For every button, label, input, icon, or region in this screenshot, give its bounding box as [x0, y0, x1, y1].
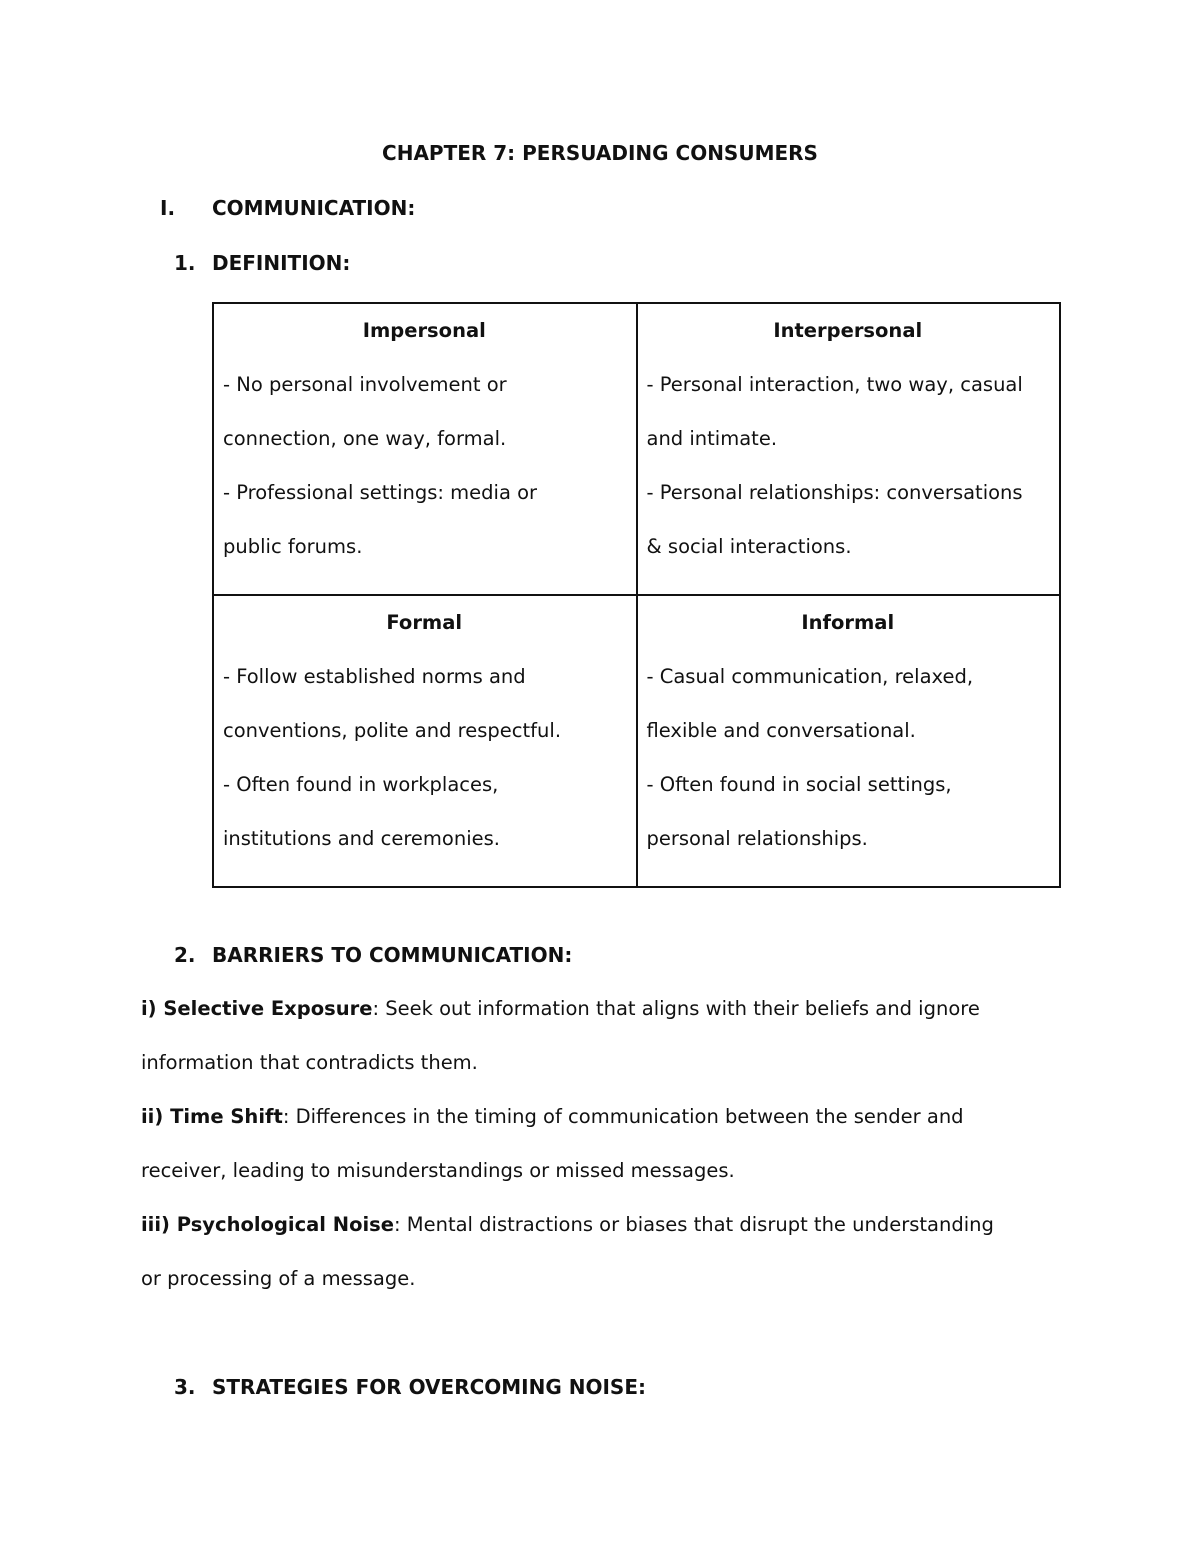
paragraph-line: information that contradicts them. — [141, 1051, 478, 1074]
section-number: I. — [160, 196, 176, 220]
barrier-term: ii) Time Shift — [141, 1105, 283, 1128]
paragraph-line — [141, 1198, 1061, 1252]
barrier-term: iii) Psychological Noise — [141, 1213, 395, 1236]
cell-line: - Professional settings: media or — [223, 481, 538, 504]
cell-line: personal relationships. — [646, 827, 868, 850]
cell-line: and intimate. — [646, 427, 778, 450]
cell-line: connection, one way, formal. — [223, 427, 507, 450]
cell-heading: Interpersonal — [773, 319, 923, 342]
cell-heading: Formal — [386, 611, 463, 634]
subsection-label: STRATEGIES FOR OVERCOMING NOISE: — [212, 1375, 646, 1399]
table-row — [213, 595, 1060, 887]
paragraph-line — [141, 982, 1061, 1036]
cell-impersonal — [213, 303, 637, 595]
cell-line: & social interactions. — [646, 535, 852, 558]
cell-heading: Impersonal — [362, 319, 486, 342]
paragraph-line: receiver, leading to misunderstandings or missed messages. — [141, 1159, 735, 1182]
cell-line: conventions, polite and respectful. — [223, 719, 562, 742]
subsection-number: 3. — [174, 1375, 196, 1399]
cell-line: - Follow established norms and — [223, 665, 526, 688]
barrier-psychological-noise — [141, 1198, 1061, 1306]
cell-informal — [637, 595, 1061, 887]
page-title: CHAPTER 7: PERSUADING CONSUMERS — [382, 141, 818, 165]
paragraph-line — [141, 1090, 1061, 1144]
subsection-label: DEFINITION: — [212, 251, 351, 275]
cell-line: - No personal involvement or — [223, 373, 507, 396]
subsection-number: 2. — [174, 943, 196, 967]
barrier-selective-exposure — [141, 982, 1061, 1090]
cell-line: public forums. — [223, 535, 363, 558]
cell-line: flexible and conversational. — [646, 719, 916, 742]
section-label: COMMUNICATION: — [212, 196, 416, 220]
subsection-number: 1. — [174, 251, 196, 275]
paragraph-line: or processing of a message. — [141, 1267, 416, 1290]
cell-interpersonal — [637, 303, 1061, 595]
cell-line: - Casual communication, relaxed, — [646, 665, 974, 688]
barrier-text: : Seek out information that aligns with their beliefs and ignore — [372, 997, 980, 1020]
cell-line: institutions and ceremonies. — [223, 827, 500, 850]
cell-line: - Often found in social settings, — [646, 773, 952, 796]
cell-line: - Often found in workplaces, — [223, 773, 499, 796]
cell-formal — [213, 595, 637, 887]
cell-heading: Informal — [801, 611, 895, 634]
barrier-time-shift — [141, 1090, 1061, 1198]
definition-table — [212, 302, 1061, 888]
barrier-term: i) Selective Exposure — [141, 997, 373, 1020]
barrier-text: : Mental distractions or biases that disrupt the understanding — [394, 1213, 994, 1236]
cell-line: - Personal relationships: conversations — [646, 481, 1023, 504]
subsection-label: BARRIERS TO COMMUNICATION: — [212, 943, 573, 967]
table-row — [213, 303, 1060, 595]
barrier-text: : Differences in the timing of communication between the sender and — [282, 1105, 964, 1128]
cell-line: - Personal interaction, two way, casual — [646, 373, 1023, 396]
